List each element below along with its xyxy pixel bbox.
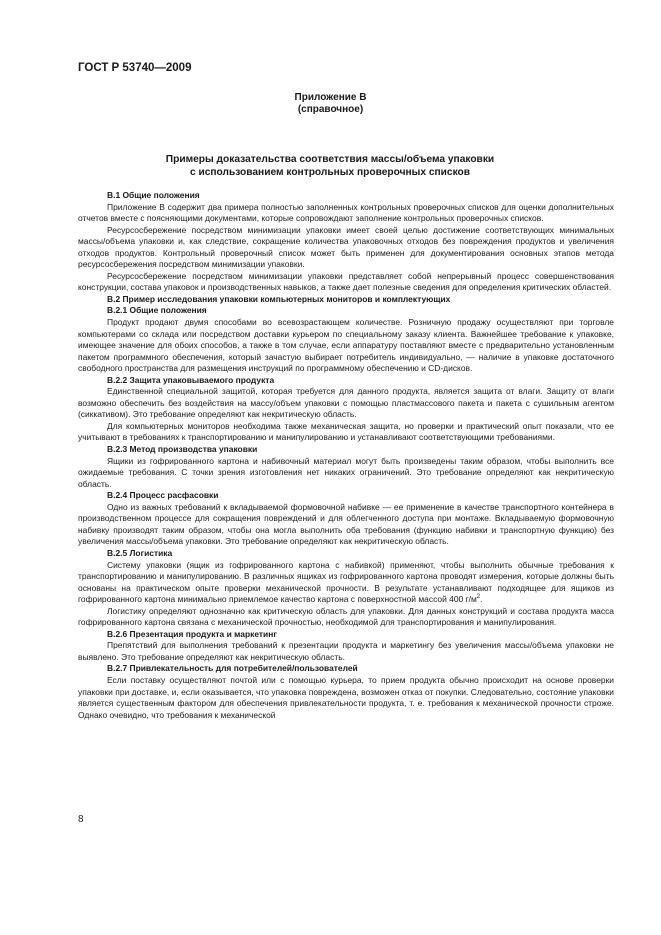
paragraph: [78, 317, 614, 375]
paragraph-text: Ресурсосбережение посредством минимизации упаковки представляет собой непрерывный процесс совершенствования конструкции, состава упаковок и производственных навыков, а также дает полезные сведения для определения критических областей.: [78, 270, 614, 293]
paragraph-text: Если поставку осуществляют почтой или с помощью курьера, то прием продукта обычно происходит на основе проверки упаковки при доставке, и, если оказывается, что упаковка повреждена, возможен отказ от покупки. Следовательно, состояние упаковки является существенным фактором для обеспечения привлекательности продукта, т. е. требования к механической прочности строже. Однако очевидно, что требования к механической: [78, 674, 614, 720]
section-heading-text: В.2.1 Общие положения: [107, 305, 207, 316]
superscript: 2: [476, 594, 481, 601]
body-text: [78, 190, 614, 721]
page-number: 8: [78, 814, 84, 825]
section-heading: [78, 444, 614, 456]
paragraph-text: Одно из важных требований к вкладываемой формовочной набивке — ее применение в качестве транспортного контейнера в производственном процессе для сокращения повреждений и для облегченного доступа при монтаже. Вкладываемую формовочную набивку производят таким образом, чтобы она могла выполнить оба требования (функцию набивки и транспортную функцию) без увеличения массы/объема упаковки. Это требование определяют как некритическую область.: [78, 501, 614, 547]
paragraph-text: Препятствий для выполнения требований к презентации продукта и маркетингу без увеличения массы/объема упаковки не выявлено. Это требование определяют как некритическую область.: [78, 640, 614, 662]
paragraph: [78, 386, 614, 421]
paragraph-text: Систему упаковки (ящик из гофрированного картона с набивкой) применяют, чтобы выполнить обычные требования к транспортированию и манипулированию. В различных ящиках из гофрированного картона проводят измерения, которые должны быть основаны на практическом опыте проверки механической прочности. В результате устанавливают подходящее для ящиков из гофрированного картона минимально приемлемое качество картона с поверхностной массой 400 г/м: [78, 559, 614, 605]
paragraph: [78, 502, 614, 548]
paragraph-text: Единственной специальной защитой, которая требуется для данного продукта, является защита от влаги. Защиту от влаги возможно обеспечить без воздействия на массу/объем упаковки с помощью пластмассового пакета и пакета с сушильным агентом (сиккативом). Это требование определяют как некритическую область.: [78, 386, 614, 420]
paragraph-text: Ресурсосбережение посредством минимизации упаковки имеет своей целью достижение соответствующих минимальных массы/объема упаковки и, как следствие, сокращение количества упаковочных отходов без повреждения продуктов и увеличения отходов продуктов. Контрольный проверочный список может быть применен для документирования основных этапов метода ресурсосбережения посредством минимизации упаковки.: [78, 224, 614, 270]
paragraph-text: Логистику определяют однозначно как критическую область для упаковки. Для данных конструкций и состава продукта масса гофрированного картона связана с механической прочностью, необходимой для транспортирования и манипулирования.: [78, 605, 614, 628]
section-heading-text: В.2.6 Презентация продукта и маркетинг: [107, 628, 277, 639]
section-heading: [78, 629, 614, 641]
paragraph: [78, 560, 614, 606]
section-heading: [78, 375, 614, 387]
section-heading: [78, 548, 614, 560]
paragraph: [78, 202, 614, 225]
paragraph-text: Приложение В содержит два примера полностью заполненных контрольных проверочных списков для оценки дополнительных отчетов вместе с поясняющими документами, которые сопровождают заполнение контрольных проверочных списков.: [78, 201, 614, 224]
appendix-label: Приложение В: [294, 92, 367, 103]
paragraph: [78, 271, 614, 294]
section-heading: [78, 490, 614, 502]
section-heading-text: В.1 Общие положения: [107, 190, 200, 200]
section-heading-text: В.2.2 Защита упаковываемого продукта: [107, 374, 275, 385]
section-heading-text: В.2.4 Процесс расфасовки: [107, 490, 219, 501]
section-heading: [78, 190, 614, 202]
section-heading: [78, 663, 614, 675]
appendix-type: (справочное): [297, 104, 364, 115]
paragraph: [78, 640, 614, 663]
paragraph: [78, 225, 614, 271]
paragraph-text: Для компьютерных мониторов необходима также механическая защита, но проверки и практический опыт показали, что ее учитывают в требованиях к транспортированию и манипулированию и устанавливают соответствующими требованиями.: [78, 420, 614, 443]
section-heading-text: В.2.7 Привлекательность для потребителей/пользователей: [107, 663, 358, 674]
paragraph: [78, 606, 614, 629]
paragraph-tail: .: [480, 594, 483, 605]
section-heading-text: В.2.3 Метод производства упаковки: [107, 444, 258, 455]
paragraph: [78, 675, 614, 721]
appendix-title-line2: с использованием контрольных проверочных списков: [189, 167, 471, 178]
paragraph-text: Продукт продают двумя способами во всевозрастающем количестве. Розничную продажу осуществляют при торговле компьютерами со склада или посредством доставки курьером по специальному заказу клиента. Важнейшее требование к упаковке, имеющее значение для обоих способов, а также в том случае, если аппаратуру поставляют вместе с предварительно установленным пакетом программного обеспечения, который зачастую выбирает потребитель индивидуально, — наличие в упаковке достаточного свободного пространства для размещения инструкций по программному обеспечению и CD-дисков.: [78, 317, 614, 374]
paragraph: [78, 456, 614, 491]
paragraph-text: Ящики из гофрированного картона и набивочный материал могут быть произведены таким образом, чтобы выполнить все ожидаемые требования. С точки зрения изготовления нет никаких ограничений. Это требование определяют как некритическую область.: [78, 455, 614, 489]
appendix-title-line1: Примеры доказательства соответствия массы/объема упаковки: [165, 154, 495, 165]
paragraph: [78, 421, 614, 444]
section-heading-text: В.2.5 Логистика: [107, 547, 173, 558]
section-heading: [78, 294, 614, 306]
section-heading-text: В.2 Пример исследования упаковки компьютерных мониторов и комплектующих: [107, 293, 451, 304]
document-header: ГОСТ Р 53740—2009: [78, 62, 192, 74]
section-heading: [78, 305, 614, 317]
